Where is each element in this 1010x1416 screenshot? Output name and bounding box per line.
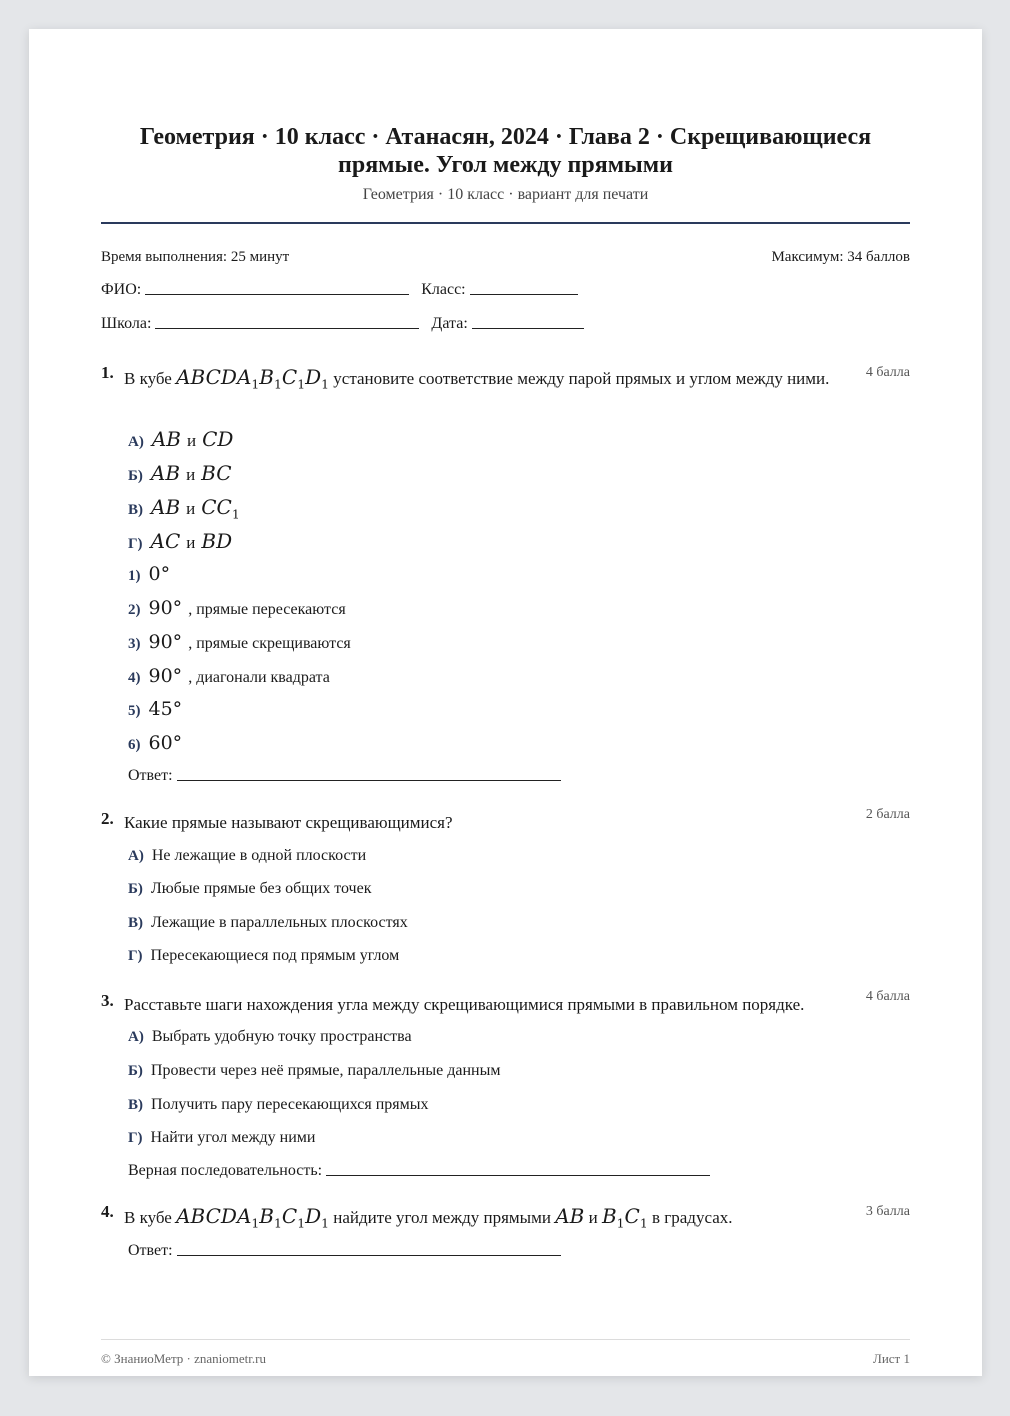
question-2: [101, 809, 910, 837]
match-left-option: А) AB и CD: [128, 427, 234, 451]
answer-label: Ответ:: [128, 1242, 173, 1259]
points: 4 балла: [865, 989, 910, 1004]
question-3: [101, 991, 910, 1019]
question-4: [101, 1202, 910, 1237]
school-label: Школа:: [101, 315, 152, 332]
answer-label: Верная последовательность:: [128, 1162, 323, 1179]
question-text: В кубе $ABCDA_1B_1C_1D_1$ найдите угол между прямыми AB и $B_1C_1$ в градусах.: [124, 1204, 733, 1231]
sequence-answer-row: [128, 1162, 710, 1180]
answer-label: Ответ:: [128, 767, 173, 784]
match-right-option: 2) 90° , прямые пересекаются: [128, 597, 346, 619]
fio-class-row: [101, 281, 910, 299]
answer-row: [128, 1242, 561, 1260]
match-right-option: 3) 90° , прямые скрещиваются: [128, 631, 351, 653]
page-title: Геометрия · 10 класс · Атанасян, 2024 · Глава 2 · Скрещивающиеся прямые. Угол между прямыми: [139, 124, 872, 178]
footer-copyright: © ЗнаниоМетр · znaniometr.ru: [101, 1351, 266, 1366]
match-right-option: 1) 0°: [128, 563, 171, 585]
school-field[interactable]: [155, 327, 419, 329]
order-option: А) Выбрать удобную точку пространства: [128, 1028, 412, 1045]
order-option: Г) Найти угол между ними: [128, 1129, 316, 1146]
meta-row: [101, 249, 910, 266]
answer-field[interactable]: [326, 1174, 710, 1176]
question-number: 3.: [101, 991, 114, 1010]
fio-field[interactable]: [145, 293, 409, 295]
question-text: Какие прямые называют скрещивающимися?: [124, 813, 453, 832]
match-right-option: 5) 45°: [128, 698, 183, 720]
school-date-row: [101, 315, 910, 333]
order-option: В) Получить пару пересекающихся прямых: [128, 1096, 429, 1113]
worksheet-page: [29, 29, 982, 1376]
match-left-option: Г) AC и BD: [128, 529, 233, 553]
points: 4 балла: [865, 365, 910, 380]
answer-field[interactable]: [177, 779, 561, 781]
match-right-option: 6) 60°: [128, 732, 183, 754]
match-left-option: Б) AB и BC: [128, 461, 232, 485]
date-field[interactable]: [472, 327, 584, 329]
answer-field[interactable]: [177, 1254, 561, 1256]
question-text: Расставьте шаги нахождения угла между скрещивающимися прямыми в правильном порядке.: [124, 995, 805, 1014]
question-number: 1.: [101, 363, 114, 382]
question-number: 2.: [101, 809, 114, 828]
points: 2 балла: [865, 807, 910, 822]
match-right-option: 4) 90° , диагонали квадрата: [128, 665, 330, 687]
page-subtitle: Геометрия · 10 класс · вариант для печати: [362, 186, 649, 203]
page-number: Лист 1: [873, 1351, 910, 1366]
class-field[interactable]: [470, 293, 578, 295]
answer-row: [128, 767, 561, 785]
choice-option[interactable]: В) Лежащие в параллельных плоскостях: [128, 914, 408, 931]
line-b1c1: $B_1C_1$: [601, 1204, 648, 1231]
question-1: [101, 363, 910, 398]
max-score: Максимум: 34 баллов: [771, 249, 910, 265]
time-limit: Время выполнения: 25 минут: [101, 249, 290, 265]
question-text: В кубе $ABCDA_1B_1C_1D_1$ установите соответствие между парой прямых и углом между ними.: [124, 365, 830, 392]
match-left-option: В) AB и $CC_1$: [128, 495, 240, 522]
cube-name: $ABCDA_1B_1C_1D_1$: [176, 365, 330, 392]
choice-option[interactable]: Г) Пересекающиеся под прямым углом: [128, 947, 400, 964]
fio-label: ФИО:: [101, 281, 142, 298]
choice-option[interactable]: Б) Любые прямые без общих точек: [128, 880, 372, 897]
question-number: 4.: [101, 1202, 114, 1221]
class-label: Класс:: [421, 281, 466, 298]
points: 3 балла: [865, 1204, 910, 1219]
header-divider: [101, 222, 910, 224]
footer-divider: [101, 1339, 910, 1340]
order-option: Б) Провести через неё прямые, параллельные данным: [128, 1062, 501, 1079]
choice-option[interactable]: А) Не лежащие в одной плоскости: [128, 847, 367, 864]
cube-name: $ABCDA_1B_1C_1D_1$: [176, 1204, 330, 1231]
footer: [101, 1351, 910, 1367]
date-label: Дата:: [431, 315, 468, 332]
